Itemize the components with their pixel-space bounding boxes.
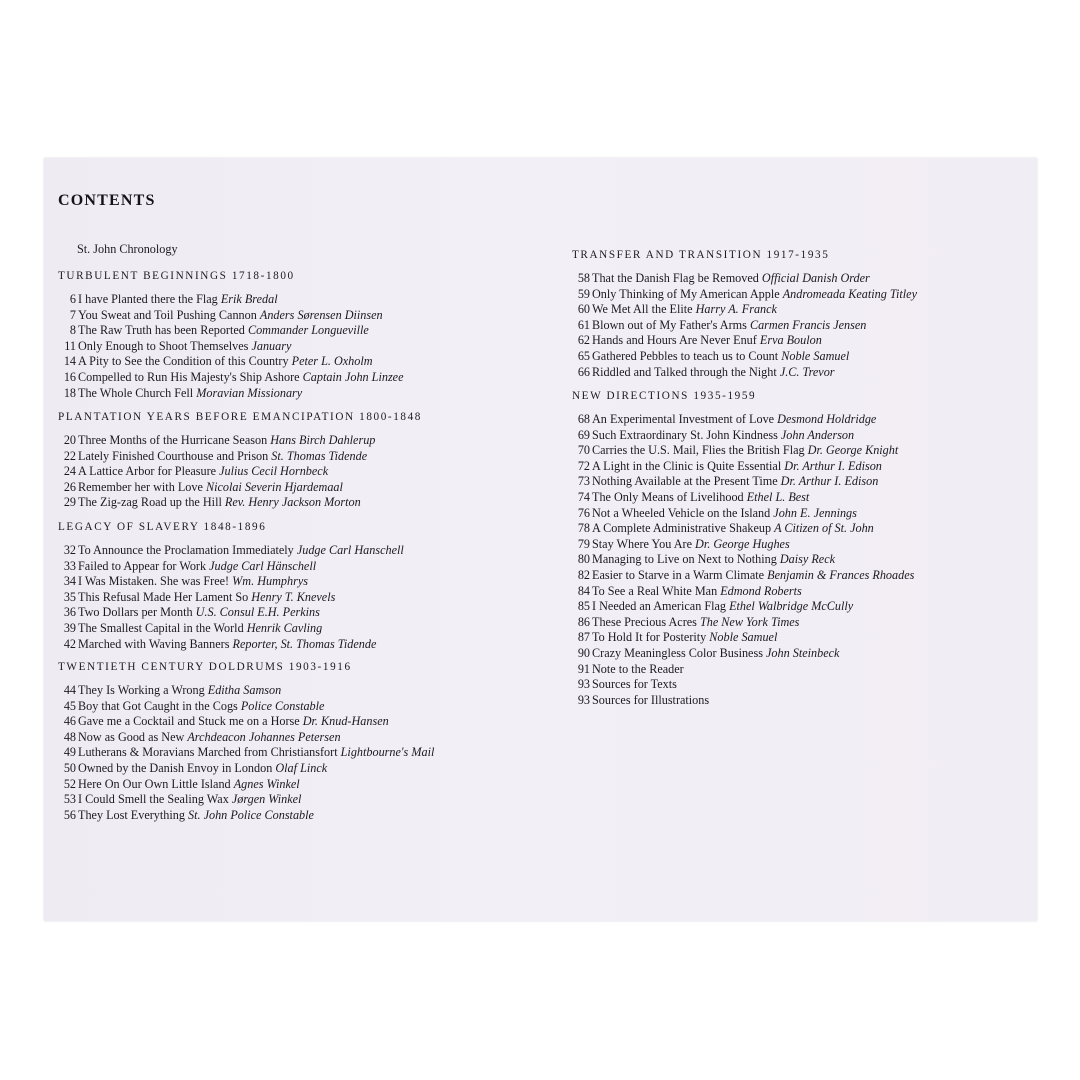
entry-author: J.C. Trevor <box>779 364 835 379</box>
entry-author: Henrik Cavling <box>246 620 323 635</box>
entry-title: Now as Good as New <box>78 729 185 744</box>
entry-author: Benjamin & Frances Rhoades <box>767 567 915 582</box>
entry-author: John Steinbeck <box>766 645 840 660</box>
entry-title: Only Enough to Shoot Themselves <box>78 338 249 353</box>
entry-page-number: 56 <box>63 807 76 822</box>
entry-title: Compelled to Run His Majesty's Ship Ashore <box>78 369 300 384</box>
entry-author: Reporter, St. Thomas Tidende <box>232 636 377 651</box>
entry-page-number: 62 <box>577 333 590 348</box>
toc-entry <box>574 412 914 428</box>
entry-page-number: 74 <box>577 489 590 504</box>
entry-title: Two Dollars per Month <box>78 605 193 620</box>
toc-entry <box>60 761 434 777</box>
entry-author: St. John Police Constable <box>188 807 314 822</box>
toc-entry <box>574 552 914 568</box>
entry-page-number: 68 <box>577 412 590 426</box>
toc-entry <box>60 386 404 402</box>
entry-page-number: 48 <box>63 729 76 744</box>
entry-author: John Anderson <box>780 427 855 442</box>
entry-author: Agnes Winkel <box>233 776 300 791</box>
section-title: TURBULENT BEGINNINGS 1718-1800 <box>58 270 295 282</box>
toc-entry <box>60 777 434 793</box>
toc-entry <box>574 506 914 522</box>
toc-entry <box>574 302 917 318</box>
toc-entry <box>60 699 434 715</box>
section-entries <box>574 271 917 380</box>
entry-author: The New York Times <box>699 614 800 629</box>
toc-entry <box>60 683 434 699</box>
entry-author: Julius Cecil Hornbeck <box>219 464 329 479</box>
toc-entry <box>60 559 404 575</box>
entry-title: Gathered Pebbles to teach us to Count <box>592 348 779 363</box>
entry-title: I Was Mistaken. She was Free! <box>78 574 230 589</box>
toc-entry <box>60 714 434 730</box>
toc-entry <box>60 637 404 653</box>
entry-title: Such Extraordinary St. John Kindness <box>592 427 778 442</box>
toc-entry <box>574 677 914 693</box>
entry-page-number: 8 <box>69 323 76 338</box>
entry-author: Anders Sørensen Diinsen <box>259 307 383 322</box>
section-new-directions <box>572 388 914 708</box>
entry-author: Edmond Roberts <box>720 583 802 598</box>
contents-page <box>44 158 1037 921</box>
entry-page-number: 11 <box>64 338 76 353</box>
entry-author: Moravian Missionary <box>196 385 303 400</box>
entry-page-number: 44 <box>63 683 76 697</box>
entry-page-number: 18 <box>63 385 76 400</box>
entry-author: Wm. Humphrys <box>232 574 308 589</box>
toc-entry <box>60 370 404 386</box>
toc-entry <box>60 621 404 637</box>
entry-page-number: 78 <box>577 521 590 536</box>
entry-page-number: 50 <box>63 760 76 775</box>
toc-entry <box>574 474 914 490</box>
entry-author: Rev. Henry Jackson Morton <box>224 495 361 510</box>
entry-title: This Refusal Made Her Lament So <box>78 589 249 604</box>
entry-title: I Needed an American Flag <box>592 599 727 614</box>
entry-page-number: 60 <box>577 302 590 317</box>
entry-title: Sources for Texts <box>592 677 677 692</box>
entry-page-number: 84 <box>577 583 590 598</box>
entry-title: The Whole Church Fell <box>78 385 194 400</box>
toc-entry <box>574 662 914 678</box>
entry-title: To See a Real White Man <box>592 583 718 598</box>
section-title: LEGACY OF SLAVERY 1848-1896 <box>58 521 267 533</box>
entry-page-number: 32 <box>63 543 76 557</box>
section-entries <box>60 683 434 823</box>
entry-title: You Sweat and Toil Pushing Cannon <box>78 307 257 322</box>
page-heading: CONTENTS <box>58 192 156 209</box>
entry-author: Ethel L. Best <box>746 489 810 504</box>
entry-author: Captain John Linzee <box>302 369 404 384</box>
entry-author: Nicolai Severin Hjardemaal <box>205 479 343 494</box>
entry-title: Stay Where You Are <box>592 536 692 551</box>
toc-entry <box>60 574 404 590</box>
entry-author: Olaf Linck <box>275 760 328 775</box>
entry-title: Lately Finished Courthouse and Prison <box>78 448 269 463</box>
entry-page-number: 22 <box>63 448 76 463</box>
toc-entry <box>574 630 914 646</box>
entry-author: Editha Samson <box>207 683 282 697</box>
entry-author: January <box>251 338 292 353</box>
entry-author: Dr. George Hughes <box>695 536 790 551</box>
entry-title: Marched with Waving Banners <box>78 636 230 651</box>
entry-title: The Raw Truth has been Reported <box>78 323 245 338</box>
section-entries <box>60 433 422 511</box>
toc-entry <box>574 521 914 537</box>
entry-page-number: 36 <box>63 605 76 620</box>
toc-entry <box>60 354 404 370</box>
entry-page-number: 80 <box>577 552 590 567</box>
entry-page-number: 70 <box>577 443 590 458</box>
toc-entry <box>574 443 914 459</box>
toc-entry <box>574 333 917 349</box>
entry-title: Sources for Illustrations <box>592 692 710 707</box>
entry-title: A Light in the Clinic is Quite Essential <box>592 458 782 473</box>
entry-title: They Is Working a Wrong <box>78 683 205 697</box>
entry-author: Erik Bredal <box>220 292 278 306</box>
section-title: PLANTATION YEARS BEFORE EMANCIPATION 1800-1848 <box>58 411 422 423</box>
toc-entry <box>574 615 914 631</box>
entry-author: Noble Samuel <box>781 348 850 363</box>
entry-page-number: 58 <box>577 271 590 285</box>
section-title: TWENTIETH CENTURY DOLDRUMS 1903-1916 <box>58 661 352 673</box>
toc-entry <box>60 792 434 808</box>
entry-title: Riddled and Talked through the Night <box>592 364 777 379</box>
entry-page-number: 90 <box>577 645 590 660</box>
entry-title: They Lost Everything <box>78 807 185 822</box>
entry-author: Erva Boulon <box>759 333 822 348</box>
toc-entry <box>60 745 434 761</box>
entry-page-number: 61 <box>577 317 590 332</box>
entry-page-number: 34 <box>63 574 76 589</box>
section-entries <box>60 292 404 401</box>
entry-title: Lutherans & Moravians Marched from Christiansfort <box>78 745 338 760</box>
entry-page-number: 39 <box>63 620 76 635</box>
entry-page-number: 59 <box>577 286 590 301</box>
section-twentieth-century-doldrums <box>58 659 434 823</box>
entry-title: Failed to Appear for Work <box>78 558 207 573</box>
entry-author: Dr. Arthur I. Edison <box>780 474 879 489</box>
entry-page-number: 93 <box>577 692 590 707</box>
toc-entry <box>60 605 404 621</box>
toc-entry <box>60 464 422 480</box>
entry-author: Police Constable <box>240 698 325 713</box>
entry-author: Commander Longueville <box>247 323 369 338</box>
entry-page-number: 66 <box>577 364 590 379</box>
entry-title: We Met All the Elite <box>592 302 693 317</box>
toc-entry <box>60 433 422 449</box>
section-legacy-of-slavery <box>58 519 404 652</box>
entry-author: Dr. Arthur I. Edison <box>784 458 882 473</box>
entry-title: Remember her with Love <box>78 479 203 494</box>
toc-entry <box>60 590 404 606</box>
entry-author: U.S. Consul E.H. Perkins <box>195 605 320 620</box>
entry-page-number: 93 <box>577 677 590 692</box>
entry-title: The Smallest Capital in the World <box>78 620 244 635</box>
entry-author: Judge Carl Hanschell <box>296 543 404 557</box>
entry-author: Official Danish Order <box>761 271 870 285</box>
section-transfer-and-transition <box>572 247 917 380</box>
entry-page-number: 76 <box>577 505 590 520</box>
section-turbulent-beginnings <box>58 268 404 401</box>
toc-entry <box>60 495 422 511</box>
entry-title: Here On Our Own Little Island <box>78 776 231 791</box>
section-title: TRANSFER AND TRANSITION 1917-1935 <box>572 249 830 261</box>
entry-title: Three Months of the Hurricane Season <box>78 433 268 447</box>
toc-entry <box>60 292 404 308</box>
entry-author: A Citizen of St. John <box>774 521 874 536</box>
entry-title: The Only Means of Livelihood <box>592 489 744 504</box>
toc-entry <box>574 568 914 584</box>
entry-title: Blown out of My Father's Arms <box>592 317 747 332</box>
entry-author: Lightbourne's Mail <box>340 745 435 760</box>
entry-page-number: 42 <box>63 636 76 651</box>
section-plantation-years <box>58 409 422 511</box>
entry-title: Carries the U.S. Mail, Flies the British Flag <box>592 443 805 458</box>
entry-title: These Precious Acres <box>592 614 697 629</box>
entry-page-number: 72 <box>577 458 590 473</box>
toc-entry <box>574 365 917 381</box>
entry-title: Nothing Available at the Present Time <box>592 474 778 489</box>
entry-page-number: 24 <box>63 464 76 479</box>
chronology-entry: St. John Chronology <box>77 242 178 256</box>
entry-title: Note to the Reader <box>592 661 684 676</box>
toc-entry <box>574 318 917 334</box>
entry-author: Desmond Holdridge <box>777 412 877 426</box>
toc-entry <box>574 584 914 600</box>
entry-title: A Lattice Arbor for Pleasure <box>78 464 217 479</box>
entry-title: Crazy Meaningless Color Business <box>592 645 763 660</box>
entry-page-number: 35 <box>63 589 76 604</box>
entry-page-number: 69 <box>577 427 590 442</box>
entry-page-number: 6 <box>69 292 76 306</box>
entry-title: That the Danish Flag be Removed <box>592 271 759 285</box>
entry-author: Judge Carl Hänschell <box>209 558 317 573</box>
entry-author: Harry A. Franck <box>695 302 777 317</box>
toc-entry <box>574 349 917 365</box>
entry-page-number: 20 <box>63 433 76 447</box>
entry-page-number: 86 <box>577 614 590 629</box>
entry-title: Boy that Got Caught in the Cogs <box>78 698 238 713</box>
entry-title: To Announce the Proclamation Immediately <box>78 543 294 557</box>
section-entries <box>574 412 914 708</box>
entry-title: An Experimental Investment of Love <box>592 412 775 426</box>
entry-author: Jørgen Winkel <box>231 792 302 807</box>
entry-page-number: 73 <box>577 474 590 489</box>
entry-title: Only Thinking of My American Apple <box>592 286 780 301</box>
entry-title: The Zig-zag Road up the Hill <box>78 495 222 510</box>
entry-title: Hands and Hours Are Never Enuf <box>592 333 757 348</box>
entry-title: To Hold It for Posterity <box>592 630 707 645</box>
toc-entry <box>574 646 914 662</box>
toc-entry <box>60 449 422 465</box>
entry-page-number: 82 <box>577 567 590 582</box>
toc-entry <box>574 599 914 615</box>
entry-page-number: 49 <box>63 745 76 760</box>
entry-title: I Could Smell the Sealing Wax <box>78 792 229 807</box>
entry-page-number: 26 <box>63 479 76 494</box>
toc-entry <box>574 287 917 303</box>
toc-entry <box>574 490 914 506</box>
toc-entry <box>574 537 914 553</box>
toc-entry <box>574 693 914 709</box>
toc-entry <box>60 323 404 339</box>
entry-page-number: 29 <box>63 495 76 510</box>
toc-entry <box>574 271 917 287</box>
entry-page-number: 87 <box>577 630 590 645</box>
section-title: NEW DIRECTIONS 1935-1959 <box>572 390 757 402</box>
toc-entry <box>60 308 404 324</box>
entry-page-number: 14 <box>63 354 76 369</box>
entry-author: Hans Birch Dahlerup <box>270 433 376 447</box>
entry-page-number: 7 <box>69 307 76 322</box>
entry-author: Dr. George Knight <box>807 443 899 458</box>
entry-author: Andromeada Keating Titley <box>782 286 917 301</box>
entry-author: John E. Jennings <box>773 505 857 520</box>
section-entries <box>60 543 404 652</box>
entry-page-number: 65 <box>577 348 590 363</box>
toc-entry <box>60 480 422 496</box>
entry-title: Gave me a Cocktail and Stuck me on a Horse <box>78 714 300 729</box>
entry-page-number: 53 <box>63 792 76 807</box>
toc-entry <box>60 339 404 355</box>
toc-entry <box>574 428 914 444</box>
entry-title: I have Planted there the Flag <box>78 292 218 306</box>
entry-author: Archdeacon Johannes Petersen <box>187 729 341 744</box>
toc-entry <box>60 730 434 746</box>
entry-page-number: 85 <box>577 599 590 614</box>
entry-page-number: 45 <box>63 698 76 713</box>
entry-author: Carmen Francis Jensen <box>749 317 867 332</box>
entry-page-number: 46 <box>63 714 76 729</box>
entry-author: Daisy Reck <box>779 552 836 567</box>
entry-title: Managing to Live on Next to Nothing <box>592 552 777 567</box>
entry-page-number: 79 <box>577 536 590 551</box>
entry-page-number: 16 <box>63 369 76 384</box>
entry-author: Ethel Walbridge McCully <box>729 599 854 614</box>
toc-entry <box>60 543 404 559</box>
entry-author: Dr. Knud-Hansen <box>302 714 389 729</box>
entry-title: Owned by the Danish Envoy in London <box>78 760 273 775</box>
entry-page-number: 52 <box>63 776 76 791</box>
toc-entry <box>60 808 434 824</box>
entry-title: A Pity to See the Condition of this Country <box>78 354 289 369</box>
entry-author: Noble Samuel <box>709 630 778 645</box>
entry-title: Easier to Starve in a Warm Climate <box>592 567 765 582</box>
entry-author: St. Thomas Tidende <box>271 448 368 463</box>
entry-title: A Complete Administrative Shakeup <box>592 521 772 536</box>
entry-page-number: 91 <box>577 661 590 676</box>
entry-author: Peter L. Oxholm <box>291 354 373 369</box>
entry-author: Henry T. Knevels <box>251 589 336 604</box>
entry-title: Not a Wheeled Vehicle on the Island <box>592 505 771 520</box>
entry-page-number: 33 <box>63 558 76 573</box>
toc-entry <box>574 459 914 475</box>
